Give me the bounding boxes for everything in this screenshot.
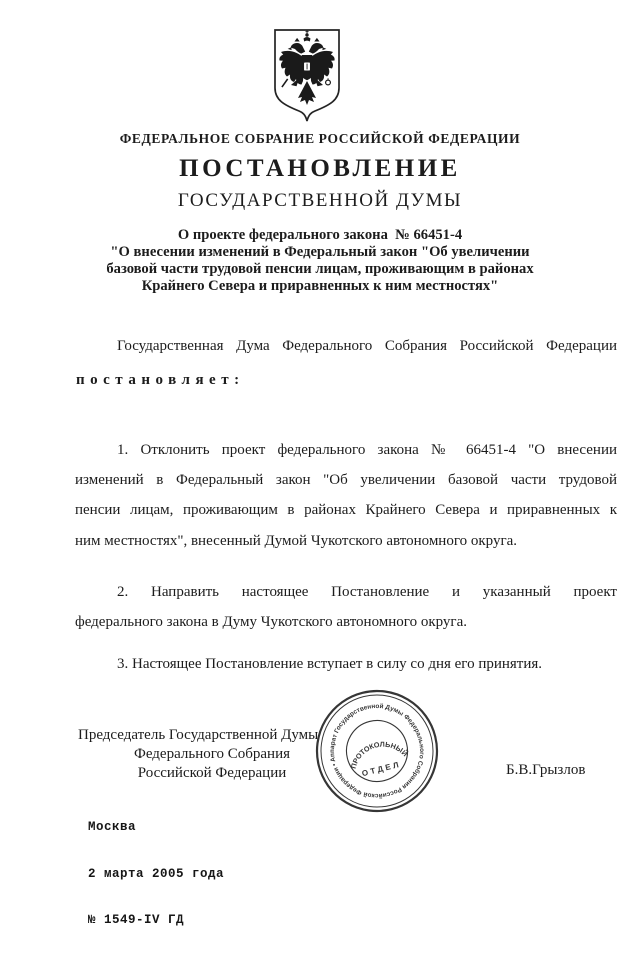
subject-line: "О внесении изменений в Федеральный закон "Об увеличении — [110, 244, 530, 260]
intro-paragraph: Государственная Дума Федерального Собрания Российской Федерации — [117, 338, 617, 354]
signatory-title-line: Федерального Собрания — [133, 746, 291, 762]
resolution-item-2 — [75, 577, 617, 637]
resolves-word: постановляет: — [76, 372, 245, 388]
paragraph-line: изменений в Федеральный закон "Об увеличении базовой части трудовой — [75, 472, 617, 489]
stamp-inner-ring — [340, 714, 414, 788]
document-number: № 1549-IV ГД — [88, 913, 185, 927]
issue-date: 2 марта 2005 года — [88, 866, 225, 881]
document-subject — [0, 227, 640, 295]
issue-city: Москва — [88, 820, 137, 834]
subject-line: О проекте федерального закона № 66451-4 — [177, 227, 463, 243]
institution-name: ФЕДЕРАЛЬНОЕ СОБРАНИЕ РОССИЙСКОЙ ФЕДЕРАЦИИ — [119, 131, 521, 146]
coat-of-arms-russia-icon — [271, 26, 343, 122]
paragraph-line: 2. Направить настоящее Постановление и указанный проект — [117, 584, 617, 600]
resolution-item-1 — [75, 435, 617, 556]
stamp-center-arc-text: ПРОТОКОЛЬНЫЙ — [348, 739, 410, 770]
resolution-item-3 — [75, 649, 617, 679]
subject-line: базовой части трудовой пенсии лицам, проживающим в районах — [106, 261, 534, 277]
signatory-title-line: Российской Федерации — [137, 765, 287, 781]
paragraph-line: ним местностях", внесенный Думой Чукотского автономного округа. — [75, 532, 518, 549]
stamp-center-text: ОТДЕЛ — [360, 759, 403, 779]
stamp-ring-text: Аппарат Государственной Думы Федерального Собрания Российской Федерации • — [328, 702, 426, 800]
protocol-department-stamp — [314, 688, 440, 814]
paragraph-line: федерального закона в Думу Чукотского автономного округа. — [75, 614, 467, 631]
paragraph-line: пенсии лицам, проживающим в районах Крайнего Севера и приравненных к — [75, 502, 617, 519]
signatory-name: Б.В.Грызлов — [506, 762, 586, 778]
issue-details-block — [88, 789, 224, 960]
document-issuer: ГОСУДАРСТВЕННОЙ ДУМЫ — [177, 190, 463, 211]
signatory-title-block — [78, 726, 346, 783]
subject-line: Крайнего Севера и приравненных к ним местностях" — [141, 278, 499, 294]
paragraph-line: 3. Настоящее Постановление вступает в силу со дня его принятия. — [117, 656, 543, 672]
signatory-title-line: Председатель Государственной Думы — [78, 727, 319, 743]
document-type-title: ПОСТАНОВЛЕНИЕ — [179, 155, 461, 182]
paragraph-line: 1. Отклонить проект федерального закона № 66451-4 "О внесении — [117, 442, 617, 458]
